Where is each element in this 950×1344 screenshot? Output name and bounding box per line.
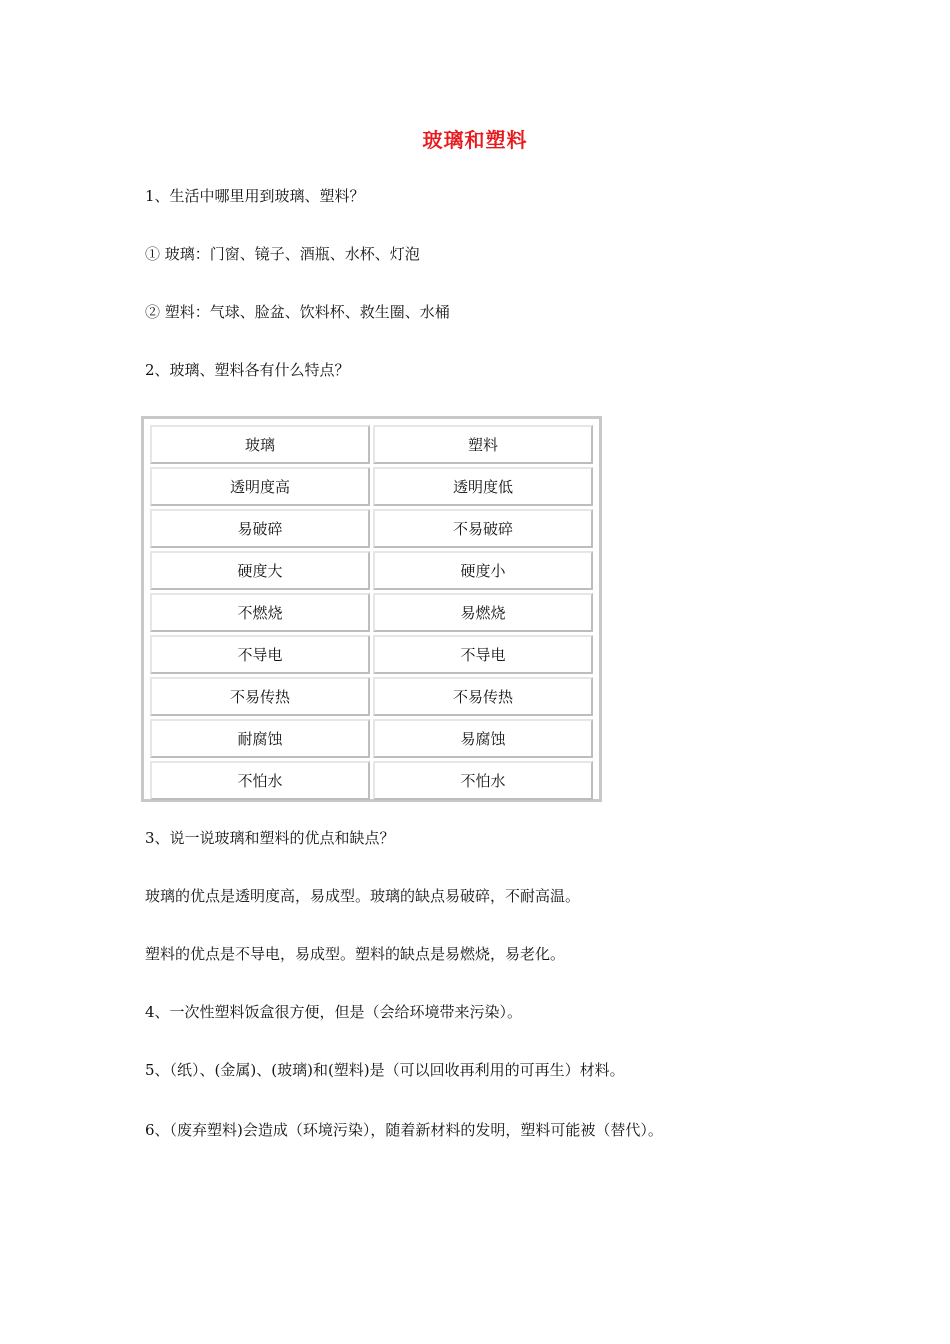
question-3: 3、说一说玻璃和塑料的优点和缺点？ bbox=[145, 829, 395, 847]
table-cell-plastic: 易腐蚀 bbox=[373, 719, 593, 758]
table-cell-glass: 不燃烧 bbox=[150, 593, 370, 632]
table-cell-plastic: 透明度低 bbox=[373, 467, 593, 506]
table-cell-glass: 耐腐蚀 bbox=[150, 719, 370, 758]
table-cell-plastic: 易燃烧 bbox=[373, 593, 593, 632]
question-6: 6、（废弃塑料)会造成（环境污染），随着新材料的发明，塑料可能被（替代）。 bbox=[145, 1121, 663, 1139]
answer-1-plastic: ② 塑料：气球、脸盆、饮料杯、救生圈、水桶 bbox=[145, 303, 450, 321]
table-row bbox=[150, 635, 593, 674]
table-cell-glass: 硬度大 bbox=[150, 551, 370, 590]
table-cell-plastic: 硬度小 bbox=[373, 551, 593, 590]
question-1: 1、生活中哪里用到玻璃、塑料？ bbox=[145, 187, 365, 205]
table-header-row bbox=[150, 425, 593, 464]
question-2: 2、玻璃、塑料各有什么特点？ bbox=[145, 361, 350, 379]
answer-3-plastic: 塑料的优点是不导电，易成型。塑料的缺点是易燃烧，易老化。 bbox=[145, 945, 566, 963]
table-row bbox=[150, 593, 593, 632]
question-5: 5、（纸）、(金属)、(玻璃)和(塑料)是（可以回收再利用的可再生）材料。 bbox=[145, 1061, 625, 1079]
comparison-table-frame bbox=[141, 416, 602, 802]
table-cell-glass: 不怕水 bbox=[150, 761, 370, 800]
question-4: 4、一次性塑料饭盒很方便，但是（会给环境带来污染）。 bbox=[145, 1003, 523, 1021]
table-header-glass: 玻璃 bbox=[150, 425, 370, 464]
answer-1-glass: ① 玻璃：门窗、镜子、酒瓶、水杯、灯泡 bbox=[145, 245, 420, 263]
table-cell-glass: 易破碎 bbox=[150, 509, 370, 548]
table-cell-plastic: 不怕水 bbox=[373, 761, 593, 800]
answer-3-glass: 玻璃的优点是透明度高，易成型。玻璃的缺点易破碎，不耐高温。 bbox=[145, 887, 581, 905]
table-cell-plastic: 不易破碎 bbox=[373, 509, 593, 548]
table-row bbox=[150, 761, 593, 800]
table-header-plastic: 塑料 bbox=[373, 425, 593, 464]
table-row bbox=[150, 677, 593, 716]
table-cell-plastic: 不导电 bbox=[373, 635, 593, 674]
table-cell-glass: 透明度高 bbox=[150, 467, 370, 506]
table-cell-glass: 不易传热 bbox=[150, 677, 370, 716]
comparison-table bbox=[147, 422, 596, 803]
table-row bbox=[150, 719, 593, 758]
table-row bbox=[150, 509, 593, 548]
table-row bbox=[150, 551, 593, 590]
page-title: 玻璃和塑料 bbox=[422, 128, 528, 152]
table-cell-glass: 不导电 bbox=[150, 635, 370, 674]
table-row bbox=[150, 467, 593, 506]
table-cell-plastic: 不易传热 bbox=[373, 677, 593, 716]
